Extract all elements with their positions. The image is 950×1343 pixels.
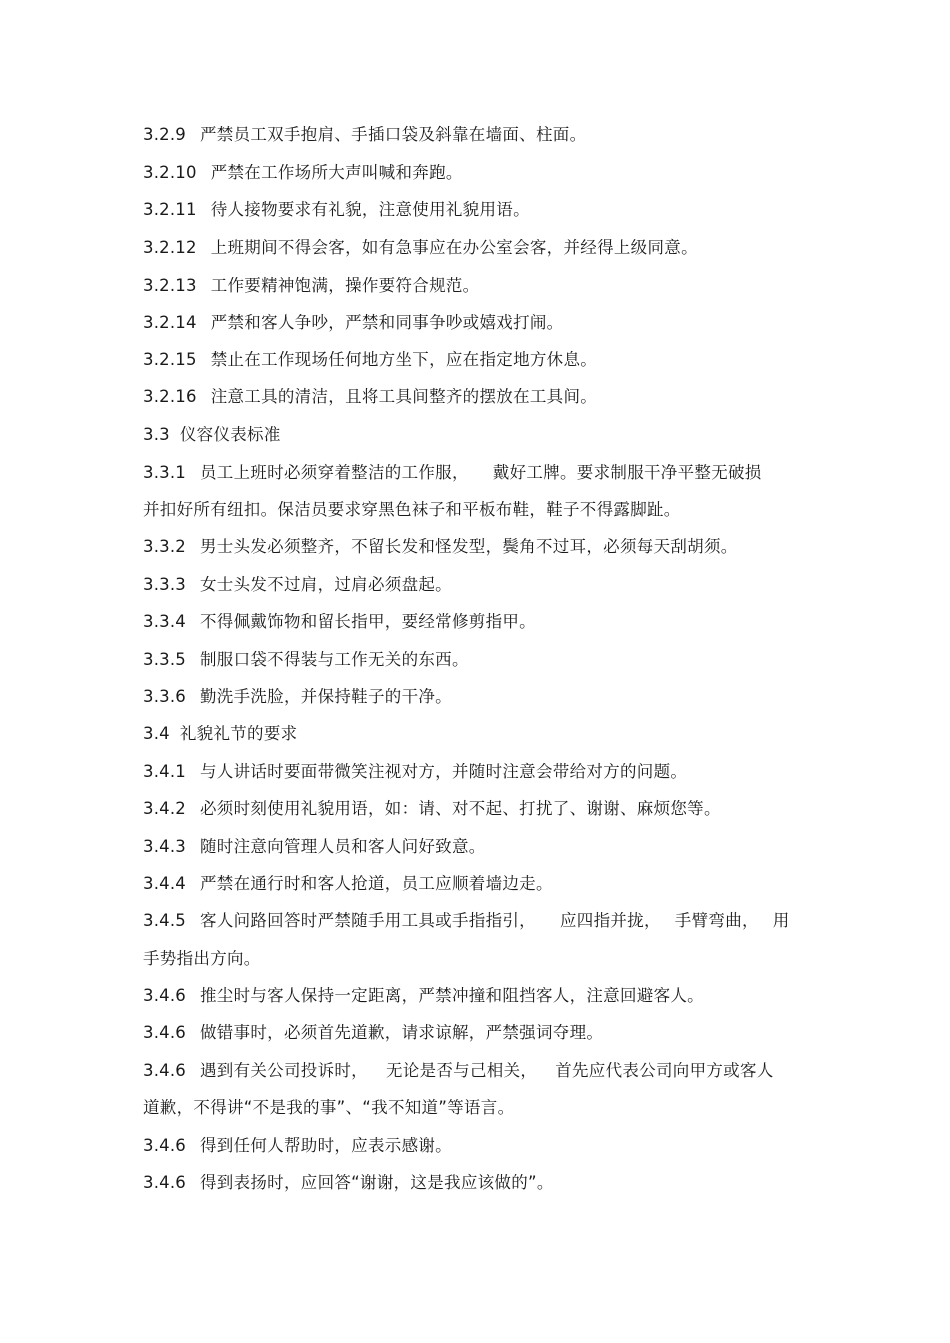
clause-number: 3.4.6 [143,1023,186,1042]
clause-number: 3.4.2 [143,799,186,818]
clause-text: 严禁在通行时和客人抢道，员工应顺着墙边走。 [199,874,553,893]
clause-text-cont: 无论是否与己相关， [385,1061,538,1080]
clause-3-4-3 [143,836,813,858]
clause-number: 3.3.3 [143,575,186,594]
clause-3-2-14 [143,312,813,334]
clause-3-2-9 [143,124,813,146]
clause-3-3-2 [143,536,813,558]
clause-text: 女士头发不过肩，过肩必须盘起。 [199,575,452,594]
clause-text-cont: 应四指并拢， [559,911,661,930]
clause-text: 严禁在工作场所大声叫喊和奔跑。 [210,163,463,182]
clause-number: 3.4.6 [143,986,186,1005]
clause-text: 严禁员工双手抱肩、手插口袋及斜靠在墙面、柱面。 [199,125,587,144]
clause-number: 3.2.14 [143,313,197,332]
clause-3-2-11 [143,199,813,221]
clause-3-2-16 [143,386,813,408]
clause-text: 客人问路回答时严禁随手用工具或手指指引， [199,911,536,930]
section-title: 仪容仪表标准 [179,425,281,444]
clause-3-4-6-c [143,1060,813,1082]
clause-text-cont: 手臂弯曲， [674,911,759,930]
clause-text-cont: 首先应代表公司向甲方或客人 [555,1061,774,1080]
clause-3-2-10 [143,162,813,184]
clause-text: 工作要精神饱满，操作要符合规范。 [210,276,480,295]
clause-number: 3.4.1 [143,762,186,781]
clause-number: 3.4.4 [143,874,186,893]
clause-text: 男士头发必须整齐，不留长发和怪发型，鬓角不过耳，必须每天刮胡须。 [199,537,738,556]
clause-number: 3.2.10 [143,163,197,182]
clause-text-cont: 用 [772,911,790,930]
clause-text: 与人讲话时要面带微笑注视对方，并随时注意会带给对方的问题。 [199,762,688,781]
section-heading-3-4 [143,723,813,745]
clause-text: 上班期间不得会客，如有急事应在办公室会客，并经得上级同意。 [210,238,698,257]
clause-text: 注意工具的清洁，且将工具间整齐的摆放在工具间。 [210,387,598,406]
clause-3-4-6-a [143,985,813,1007]
clause-number: 3.4.5 [143,911,186,930]
clause-text: 勤洗手洗脸，并保持鞋子的干净。 [199,687,452,706]
clause-text: 严禁和客人争吵，严禁和同事争吵或嬉戏打闹。 [210,313,564,332]
clause-number: 3.2.13 [143,276,197,295]
clause-text: 并扣好所有纽扣。保洁员要求穿黑色袜子和平板布鞋，鞋子不得露脚趾。 [143,500,681,519]
clause-3-4-2 [143,798,813,820]
clause-text: 待人接物要求有礼貌，注意使用礼貌用语。 [210,200,530,219]
clause-3-4-5-cont [143,948,813,970]
clause-number: 3.2.9 [143,125,186,144]
clause-text: 制服口袋不得装与工作无关的东西。 [199,650,469,669]
section-title: 礼貌礼节的要求 [179,724,298,743]
clause-text: 手势指出方向。 [143,949,261,968]
clause-3-4-1 [143,761,813,783]
clause-3-4-6-d [143,1135,813,1157]
clause-3-3-6 [143,686,813,708]
clause-3-3-4 [143,611,813,633]
section-number: 3.3 [143,425,170,444]
section-number: 3.4 [143,724,170,743]
clause-number: 3.4.6 [143,1173,186,1192]
clause-3-4-5 [143,910,813,932]
clause-text: 遇到有关公司投诉时， [199,1061,368,1080]
clause-3-3-3 [143,574,813,596]
clause-number: 3.2.16 [143,387,197,406]
clause-3-4-4 [143,873,813,895]
clause-text-cont: 戴好工牌。要求制服干净平整无破损 [492,463,762,482]
clause-number: 3.3.2 [143,537,186,556]
clause-number: 3.2.11 [143,200,197,219]
clause-3-4-6-b [143,1022,813,1044]
clause-number: 3.2.12 [143,238,197,257]
clause-number: 3.3.1 [143,463,186,482]
clause-3-2-15 [143,349,813,371]
clause-3-3-1-cont [143,499,813,521]
clause-3-4-6-e [143,1172,813,1194]
clause-text: 必须时刻使用礼貌用语，如：请、对不起、打扰了、谢谢、麻烦您等。 [199,799,721,818]
clause-3-2-13 [143,275,813,297]
clause-text: 做错事时，必须首先道歉，请求谅解，严禁强词夺理。 [199,1023,604,1042]
clause-3-2-12 [143,237,813,259]
clause-number: 3.2.15 [143,350,197,369]
clause-3-4-6-c-cont [143,1097,813,1119]
clause-number: 3.3.5 [143,650,186,669]
clause-number: 3.3.6 [143,687,186,706]
clause-text: 得到表扬时，应回答“谢谢，这是我应该做的”。 [199,1173,554,1192]
section-heading-3-3 [143,424,813,446]
clause-text: 随时注意向管理人员和客人问好致意。 [199,837,486,856]
clause-text: 不得佩戴饰物和留长指甲，要经常修剪指甲。 [199,612,536,631]
clause-number: 3.4.6 [143,1061,186,1080]
clause-text: 道歉，不得讲“不是我的事”、“我不知道”等语言。 [143,1098,515,1117]
clause-number: 3.3.4 [143,612,186,631]
clause-text: 禁止在工作现场任何地方坐下，应在指定地方休息。 [210,350,598,369]
clause-text: 得到任何人帮助时，应表示感谢。 [199,1136,452,1155]
clause-3-3-5 [143,649,813,671]
clause-text: 员工上班时必须穿着整洁的工作服， [199,463,469,482]
clause-text: 推尘时与客人保持一定距离，严禁冲撞和阻挡客人，注意回避客人。 [199,986,704,1005]
clause-number: 3.4.6 [143,1136,186,1155]
clause-number: 3.4.3 [143,837,186,856]
clause-3-3-1 [143,462,813,484]
